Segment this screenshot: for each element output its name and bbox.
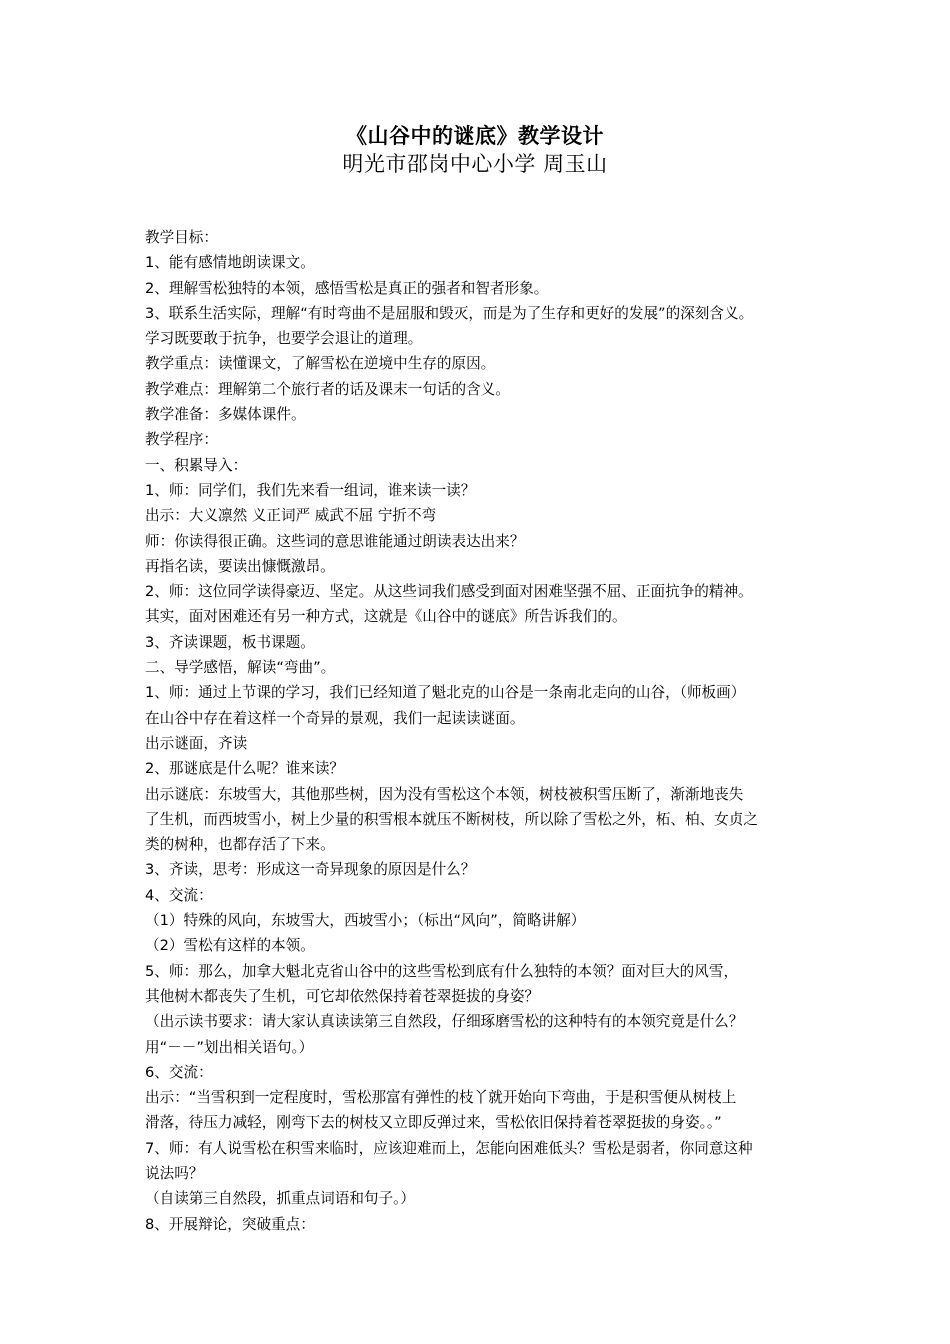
text-line: 二、导学感悟，解读“弯曲”。	[145, 659, 336, 677]
text-line: 说法吗？	[145, 1164, 204, 1182]
text-line: 其实，面对困难还有另一种方式，这就是《山谷中的谜底》所告诉我们的。	[145, 608, 627, 626]
text-line: 滑落，待压力减轻，刚弯下去的树枝又立即反弹过来，雪松依旧保持着苍翠挺拔的身姿。。”	[145, 1114, 722, 1132]
text-line: 其他树木都丧失了生机，可它却依然保持着苍翠挺拔的身姿？	[145, 987, 540, 1005]
author-line: 明光市邵岗中心小学 周玉山	[342, 152, 608, 176]
text-line: 出示：大义凛然 义正词严 威武不屈 宁折不弯	[145, 507, 437, 525]
text-line: 出示谜面，齐读	[145, 734, 248, 752]
text-line: 教学目标：	[145, 229, 218, 246]
text-line: 用“－－”划出相关语句。）	[145, 1038, 314, 1056]
text-line: 5、师：那么，加拿大魁北克省山谷中的这些雪松到底有什么独特的本领？面对巨大的风雪，	[145, 962, 739, 980]
text-line: 1、师：通过上节课的学习，我们已经知道了魁北克的山谷是一条南北走向的山谷，（师板画）	[145, 684, 746, 702]
text-line: 出示谜底：东坡雪大，其他那些树，因为没有雪松这个本领，树枝被积雪压断了，渐渐地丧失	[145, 785, 744, 803]
text-line: 出示：“当雪积到一定程度时，雪松那富有弹性的枝丫就开始向下弯曲，于是积雪便从树枝上	[145, 1089, 737, 1107]
text-line: 教学程序：	[145, 431, 218, 449]
text-line: 2、那谜底是什么呢？谁来读？	[145, 760, 345, 778]
text-line: （出示读书要求：请大家认真读读第三自然段，仔细琢磨雪松的这种特有的本领究竟是什么？	[145, 1013, 744, 1031]
text-line: 了生机，而西坡雪小，树上少量的积雪根本就压不断树枝，所以除了雪松之外，柘、柏、女贞之	[145, 810, 758, 828]
text-line: 1、师：同学们，我们先来看一组词，谁来读一读？	[145, 481, 476, 499]
text-line: 教学准备：多媒体课件。	[145, 406, 306, 424]
text-line: 3、齐读，思考：形成这一奇异现象的原因是什么？	[145, 861, 476, 879]
text-line: （2）雪松有这样的本领。	[145, 937, 315, 955]
document-body	[145, 225, 825, 1237]
text-line: 3、齐读课题，板书课题。	[145, 633, 315, 651]
text-line: （1）特殊的风向，东坡雪大，西坡雪小；（标出“风向”，简略讲解）	[145, 912, 586, 930]
text-line: 一、积累导入：	[145, 456, 248, 474]
text-line: 教学难点：理解第二个旅行者的话及课末一句话的含义。	[145, 380, 510, 398]
text-line: 8、开展辩论，突破重点：	[145, 1215, 315, 1233]
text-line: 再指名读，要读出慷慨激昂。	[145, 557, 335, 575]
text-line: 2、师：这位同学读得豪迈、坚定。从这些词我们感受到面对困难坚强不屈、正面抗争的精神。	[145, 583, 753, 601]
text-line: 学习既要敢于抗争，也要学会退让的道理。	[145, 330, 423, 348]
text-line: （自读第三自然段，抓重点词语和句子。）	[145, 1190, 415, 1208]
text-line: 类的树种，也都存活了下来。	[145, 836, 335, 854]
text-line: 在山谷中存在着这样一个奇异的景观，我们一起读读谜面。	[145, 709, 525, 727]
text-line: 3、联系生活实际，理解“有时弯曲不是屈服和毁灭，而是为了生存和更好的发展”的深刻含义。	[145, 304, 754, 322]
document-title: 《山谷中的谜底》教学设计	[346, 124, 604, 148]
text-line: 4、交流：	[145, 886, 213, 904]
text-line: 1、能有感情地朗读课文。	[145, 254, 315, 272]
text-line: 2、理解雪松独特的本领，感悟雪松是真正的强者和智者形象。	[145, 279, 549, 297]
text-line: 教学重点：读懂课文，了解雪松在逆境中生存的原因。	[145, 355, 496, 373]
text-line: 师：你读得很正确。这些词的意思谁能通过朗读表达出来？	[145, 532, 525, 550]
text-line: 6、交流：	[145, 1063, 213, 1081]
text-line: 7、师：有人说雪松在积雪来临时，应该迎难而上，怎能向困难低头？雪松是弱者，你同意这种	[145, 1139, 753, 1157]
